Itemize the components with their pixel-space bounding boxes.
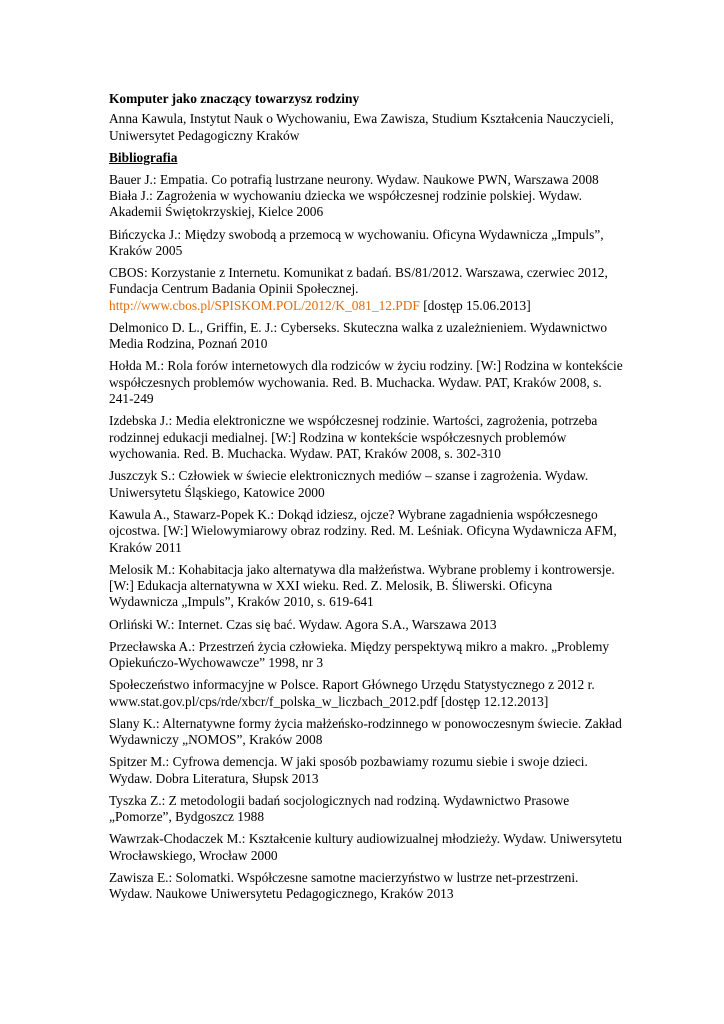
bibliography-entry: Tyszka Z.: Z metodologii badań socjologicznych nad rodziną. Wydawnictwo Prasowe „Pomorze”, Bydgoszcz 1988 — [109, 792, 570, 825]
bibliography-entry: Bauer J.: Empatia. Co potrafią lustrzane neurony. Wydaw. Naukowe PWN, Warszawa 2008 — [109, 171, 599, 187]
bibliography-heading: Bibliografia — [109, 150, 178, 166]
document-authors: Anna Kawula, Instytut Nauk o Wychowaniu, Ewa Zawisza, Studium Kształcenia Nauczycieli, Uniwersytet Pedagogiczny Kraków — [109, 111, 614, 143]
bibliography-entry-cbos — [109, 265, 624, 314]
bibliography-entry: Delmonico D. L., Griffin, E. J.: Cyberseks. Skuteczna walka z uzależnieniem. Wydawnictwo Media Rodzina, Poznań 2010 — [109, 319, 608, 352]
access-date-note: [dostęp 15.06.2013] — [419, 297, 531, 313]
bibliography-entry: Biała J.: Zagrożenia w wychowaniu dziecka we współczesnej rodzinie polskiej. Wydaw. Akademii Świętokrzyskiej, Kielce 2006 — [109, 188, 582, 220]
bibliography-entry: Slany K.: Alternatywne formy życia małżeńsko-rodzinnego w ponowoczesnym świecie. Zakład Wydawniczy „NOMOS”, Kraków 2008 — [109, 715, 622, 748]
bibliography-entry: Bińczycka J.: Między swobodą a przemocą w wychowaniu. Oficyna Wydawnicza „Impuls”, Kraków 2005 — [109, 226, 604, 258]
cbos-link[interactable]: http://www.cbos.pl/SPISKOM.POL/2012/K_081_12.PDF — [109, 297, 420, 313]
bibliography-list — [109, 172, 624, 903]
bibliography-entry: Izdebska J.: Media elektroniczne we współczesnej rodzinie. Wartości, zagrożenia, potrzeba rodzinnej edukacji medialnej. [W:] Rodzina w kontekście współczesnych problemów wychowania. Red. B. Muchacka. Wydaw. PAT, Kraków 2008, s. 302-310 — [109, 413, 598, 462]
bibliography-entry-text: CBOS: Korzystanie z Internetu. Komunikat z badań. BS/81/2012. Warszawa, czerwiec 2012, Fundacja Centrum Badania Opinii Społecznej. — [109, 265, 608, 297]
bibliography-entry: Wawrzak-Chodaczek M.: Kształcenie kultury audiowizualnej młodzieży. Wydaw. Uniwersytetu Wrocławskiego, Wrocław 2000 — [109, 831, 622, 863]
bibliography-entry: Melosik M.: Kohabitacja jako alternatywa dla małżeństwa. Wybrane problemy i kontrowersje. [W:] Edukacja alternatywna w XXI wieku. Red. Z. Melosik, B. Śliwerski. Oficyna Wydawnicza „Impuls”, Kraków 2010, s. 619-641 — [109, 561, 615, 610]
bibliography-entry: Społeczeństwo informacyjne w Polsce. Raport Głównego Urzędu Statystycznego z 2012 r. www.stat.gov.pl/cps/rde/xbcr/f_polska_w_liczbach_2012.pdf [dostęp 12.12.2013] — [109, 677, 595, 709]
bibliography-entry: Przecławska A.: Przestrzeń życia człowieka. Między perspektywą mikro a makro. „Problemy Opiekuńczo-Wychowawcze” 1998, nr 3 — [109, 638, 610, 671]
document-title: Komputer jako znaczący towarzysz rodziny — [109, 91, 360, 106]
bibliography-entry: Juszczyk S.: Człowiek w świecie elektronicznych mediów – szanse i zagrożenia. Wydaw. Uniwersytetu Śląskiego, Katowice 2000 — [109, 468, 589, 500]
bibliography-entry: Hołda M.: Rola forów internetowych dla rodziców w życiu rodziny. [W:] Rodzina w kontekście współczesnych problemów wychowania. Red. B. Muchacka. Wydaw. PAT, Kraków 2008, s. 241-249 — [109, 358, 623, 407]
bibliography-entry: Orliński W.: Internet. Czas się bać. Wydaw. Agora S.A., Warszawa 2013 — [109, 616, 497, 632]
bibliography-entry: Zawisza E.: Solomatki. Współczesne samotne macierzyństwo w lustrze net-przestrzeni. Wydaw. Naukowe Uniwersytetu Pedagogicznego, Kraków 2013 — [109, 869, 579, 902]
bibliography-entry: Spitzer M.: Cyfrowa demencja. W jaki sposób pozbawiamy rozumu siebie i swoje dzieci. Wydaw. Dobra Literatura, Słupsk 2013 — [109, 754, 588, 786]
bibliography-entry: Kawula A., Stawarz-Popek K.: Dokąd idziesz, ojcze? Wybrane zagadnienia współczesnego ojcostwa. [W:] Wielowymiarowy obraz rodziny. Red. M. Leśniak. Oficyna Wydawnicza AFM, Kraków 2011 — [109, 506, 617, 555]
